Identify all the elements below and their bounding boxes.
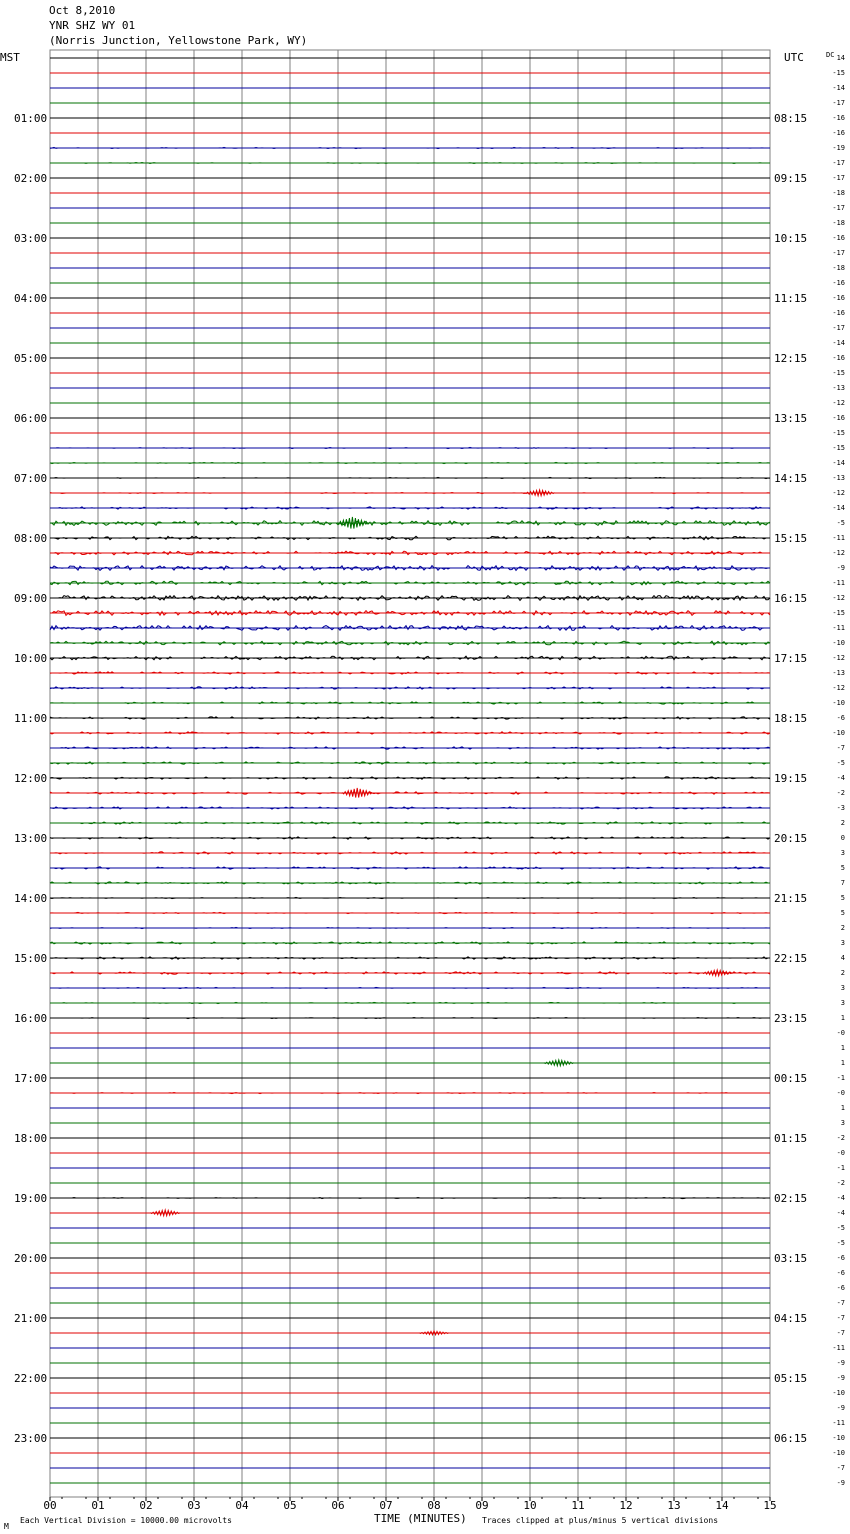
utc-axis-title: UTC bbox=[784, 51, 804, 64]
mst-hour-label: 10:00 bbox=[14, 652, 48, 665]
dc-offset-value: -19 bbox=[832, 144, 845, 152]
utc-hour-label: 15:15 bbox=[774, 532, 808, 545]
dc-offset-value: -17 bbox=[832, 249, 845, 257]
dc-offset-value: -2 bbox=[836, 1179, 845, 1187]
dc-offset-value: 1 bbox=[840, 1044, 845, 1052]
dc-offset-value: -16 bbox=[832, 234, 845, 242]
dc-offset-value: 7 bbox=[840, 879, 845, 887]
dc-offset-value: 3 bbox=[840, 984, 845, 992]
dc-offset-value: 2 bbox=[840, 819, 845, 827]
dc-offset-value: -3 bbox=[836, 804, 845, 812]
dc-offset-value: -13 bbox=[832, 669, 845, 677]
dc-offset-value: -11 bbox=[832, 624, 845, 632]
trace-noise bbox=[50, 1002, 770, 1003]
trace-noise bbox=[50, 837, 770, 839]
dc-offset-value: -2 bbox=[836, 1134, 845, 1142]
dc-offset-value: -5 bbox=[836, 1224, 845, 1232]
dc-offset-value: -0 bbox=[836, 1029, 845, 1037]
utc-hour-label: 17:15 bbox=[774, 652, 808, 665]
trace-noise bbox=[50, 747, 770, 749]
trace-noise bbox=[50, 777, 770, 779]
mst-hour-label: 08:00 bbox=[14, 532, 48, 545]
x-tick-label: 06 bbox=[331, 1499, 345, 1512]
dc-offset-value: -9 bbox=[836, 564, 845, 572]
trace-noise bbox=[50, 852, 770, 854]
dc-offset-value: -17 bbox=[832, 159, 845, 167]
dc-offset-value: -2 bbox=[836, 789, 845, 797]
dc-offset-value: -12 bbox=[832, 399, 845, 407]
dc-offset-value: -18 bbox=[832, 264, 845, 272]
dc-offset-value: -15 bbox=[832, 429, 845, 437]
dc-offset-value: -15 bbox=[832, 369, 845, 377]
station-code: YNR SHZ WY 01 bbox=[49, 19, 136, 32]
dc-offset-value: -16 bbox=[832, 309, 845, 317]
dc-offset-value: -17 bbox=[832, 174, 845, 182]
dc-offset-value: -16 bbox=[832, 354, 845, 362]
x-tick-label: 13 bbox=[667, 1499, 681, 1512]
trace-noise bbox=[50, 492, 770, 493]
dc-offset-value: -11 bbox=[832, 579, 845, 587]
dc-offset-value: 3 bbox=[840, 939, 845, 947]
utc-hour-label: 13:15 bbox=[774, 412, 808, 425]
mst-hour-label: 20:00 bbox=[14, 1252, 48, 1265]
mst-hour-label: 03:00 bbox=[14, 232, 48, 245]
mst-hour-label: 15:00 bbox=[14, 952, 48, 965]
dc-offset-value: -14 bbox=[832, 459, 845, 467]
dc-offset-value: 1 bbox=[840, 1014, 845, 1022]
dc-offset-value: -14 bbox=[832, 339, 845, 347]
station-location: (Norris Junction, Yellowstone Park, WY) bbox=[49, 34, 308, 47]
dc-offset-value: 1 bbox=[840, 1104, 845, 1112]
dc-offset-value: -0 bbox=[836, 1149, 845, 1157]
dc-offset-value: -11 bbox=[832, 1419, 845, 1427]
utc-hour-label: 22:15 bbox=[774, 952, 808, 965]
dc-offset-value: -13 bbox=[832, 474, 845, 482]
dc-offset-value: -17 bbox=[832, 324, 845, 332]
trace-noise bbox=[50, 882, 770, 884]
dc-offset-value: -5 bbox=[836, 1239, 845, 1247]
x-axis-label: TIME (MINUTES) bbox=[374, 1512, 467, 1525]
mst-hour-label: 22:00 bbox=[14, 1372, 48, 1385]
dc-offset-value: 3 bbox=[840, 1119, 845, 1127]
utc-hour-label: 23:15 bbox=[774, 1012, 808, 1025]
mst-hour-label: 21:00 bbox=[14, 1312, 48, 1325]
dc-offset-value: -6 bbox=[836, 1269, 845, 1277]
dc-offset-value: -9 bbox=[836, 1359, 845, 1367]
dc-offset-value: -12 bbox=[832, 684, 845, 692]
dc-offset-value: -4 bbox=[836, 774, 845, 782]
utc-hour-label: 10:15 bbox=[774, 232, 808, 245]
utc-hour-label: 02:15 bbox=[774, 1192, 808, 1205]
dc-offset-value: -16 bbox=[832, 129, 845, 137]
dc-offset-value: 14 bbox=[836, 54, 845, 62]
vertical-division-note: Each Vertical Division = 10000.00 microvolts bbox=[20, 1516, 232, 1525]
trace-noise bbox=[50, 672, 770, 674]
dc-offset-value: -4 bbox=[836, 1209, 845, 1217]
mst-axis-title: MST bbox=[0, 51, 20, 64]
trace-noise bbox=[50, 822, 770, 824]
x-tick-label: 08 bbox=[427, 1499, 441, 1512]
trace-noise bbox=[50, 1018, 770, 1019]
clipping-note: Traces clipped at plus/minus 5 vertical divisions bbox=[482, 1516, 719, 1525]
mst-hour-label: 01:00 bbox=[14, 112, 48, 125]
utc-hour-label: 08:15 bbox=[774, 112, 808, 125]
dc-offset-value: -7 bbox=[836, 1464, 845, 1472]
x-tick-label: 04 bbox=[235, 1499, 249, 1512]
utc-hour-label: 16:15 bbox=[774, 592, 808, 605]
dc-offset-value: -9 bbox=[836, 1374, 845, 1382]
dc-offset-value: 3 bbox=[840, 849, 845, 857]
mst-hour-label: 06:00 bbox=[14, 412, 48, 425]
dc-offset-value: -0 bbox=[836, 1089, 845, 1097]
dc-offset-value: 2 bbox=[840, 969, 845, 977]
dc-offset-value: -4 bbox=[836, 1194, 845, 1202]
mst-hour-label: 11:00 bbox=[14, 712, 48, 725]
x-tick-label: 05 bbox=[283, 1499, 297, 1512]
trace-noise bbox=[50, 581, 770, 585]
dc-offset-value: -18 bbox=[832, 219, 845, 227]
mst-hour-label: 19:00 bbox=[14, 1192, 48, 1205]
x-tick-label: 12 bbox=[619, 1499, 633, 1512]
utc-hour-label: 11:15 bbox=[774, 292, 808, 305]
utc-hour-label: 06:15 bbox=[774, 1432, 808, 1445]
x-tick-label: 09 bbox=[475, 1499, 489, 1512]
dc-offset-value: -14 bbox=[832, 504, 845, 512]
dc-offset-value: -18 bbox=[832, 189, 845, 197]
trace-noise bbox=[50, 551, 770, 555]
dc-offset-value: -7 bbox=[836, 1329, 845, 1337]
utc-hour-label: 04:15 bbox=[774, 1312, 808, 1325]
dc-offset-value: -10 bbox=[832, 1449, 845, 1457]
utc-hour-label: 05:15 bbox=[774, 1372, 808, 1385]
dc-offset-value: -7 bbox=[836, 744, 845, 752]
dc-offset-value: 5 bbox=[840, 909, 845, 917]
x-tick-label: 00 bbox=[43, 1499, 57, 1512]
dc-offset-value: -16 bbox=[832, 294, 845, 302]
dc-offset-value: 5 bbox=[840, 894, 845, 902]
dc-offset-value: 4 bbox=[840, 954, 845, 962]
x-tick-label: 07 bbox=[379, 1499, 393, 1512]
utc-hour-label: 20:15 bbox=[774, 832, 808, 845]
mst-hour-label: 09:00 bbox=[14, 592, 48, 605]
x-tick-label: 01 bbox=[91, 1499, 105, 1512]
dc-offset-value: -10 bbox=[832, 699, 845, 707]
trace-noise bbox=[50, 507, 770, 509]
dc-offset-value: -6 bbox=[836, 714, 845, 722]
trace-noise bbox=[50, 792, 770, 794]
mst-hour-label: 14:00 bbox=[14, 892, 48, 905]
dc-offset-value: 2 bbox=[840, 924, 845, 932]
dc-offset-value: -1 bbox=[836, 1074, 845, 1082]
x-tick-label: 14 bbox=[715, 1499, 729, 1512]
dc-offset-value: -7 bbox=[836, 1299, 845, 1307]
dc-offset-value: -17 bbox=[832, 99, 845, 107]
mst-hour-label: 07:00 bbox=[14, 472, 48, 485]
corner-mark: M bbox=[4, 1522, 9, 1531]
mst-hour-label: 18:00 bbox=[14, 1132, 48, 1145]
mst-hour-label: 12:00 bbox=[14, 772, 48, 785]
dc-offset-value: -12 bbox=[832, 489, 845, 497]
dc-offset-value: -13 bbox=[832, 384, 845, 392]
mst-hour-label: 13:00 bbox=[14, 832, 48, 845]
x-tick-label: 15 bbox=[763, 1499, 777, 1512]
dc-offset-value: -12 bbox=[832, 594, 845, 602]
trace-noise bbox=[50, 447, 770, 448]
utc-hour-label: 01:15 bbox=[774, 1132, 808, 1145]
dc-offset-value: -17 bbox=[832, 204, 845, 212]
plot-frame bbox=[50, 50, 770, 1497]
dc-offset-value: -15 bbox=[832, 444, 845, 452]
trace-noise bbox=[50, 1198, 770, 1199]
trace-noise bbox=[50, 1093, 770, 1094]
trace-noise bbox=[50, 912, 770, 913]
dc-offset-value: -1 bbox=[836, 1164, 845, 1172]
dc-offset-value: -10 bbox=[832, 729, 845, 737]
dc-offset-value: -6 bbox=[836, 1284, 845, 1292]
mst-hour-label: 05:00 bbox=[14, 352, 48, 365]
trace-noise bbox=[50, 477, 770, 478]
dc-offset-value: -12 bbox=[832, 549, 845, 557]
dc-offset-value: -16 bbox=[832, 414, 845, 422]
x-tick-label: 10 bbox=[523, 1499, 537, 1512]
x-tick-label: 03 bbox=[187, 1499, 201, 1512]
dc-offset-value: -9 bbox=[836, 1479, 845, 1487]
utc-hour-label: 14:15 bbox=[774, 472, 808, 485]
dc-offset-value: -5 bbox=[836, 759, 845, 767]
mst-hour-label: 23:00 bbox=[14, 1432, 48, 1445]
dc-offset-value: -15 bbox=[832, 69, 845, 77]
utc-hour-label: 09:15 bbox=[774, 172, 808, 185]
trace-noise bbox=[50, 147, 770, 148]
dc-offset-value: -11 bbox=[832, 1344, 845, 1352]
utc-hour-label: 03:15 bbox=[774, 1252, 808, 1265]
chart-date: Oct 8,2010 bbox=[49, 4, 116, 17]
utc-hour-label: 12:15 bbox=[774, 352, 808, 365]
dc-offset-value: 1 bbox=[840, 1059, 845, 1067]
dc-offset-value: -16 bbox=[832, 114, 845, 122]
mst-hour-label: 04:00 bbox=[14, 292, 48, 305]
dc-offset-value: -10 bbox=[832, 1389, 845, 1397]
dc-title: DC bbox=[826, 51, 835, 59]
dc-offset-value: -7 bbox=[836, 1314, 845, 1322]
dc-offset-value: 5 bbox=[840, 864, 845, 872]
x-tick-label: 02 bbox=[139, 1499, 153, 1512]
dc-offset-value: -15 bbox=[832, 609, 845, 617]
utc-hour-label: 00:15 bbox=[774, 1072, 808, 1085]
dc-offset-value: -12 bbox=[832, 654, 845, 662]
dc-offset-value: 3 bbox=[840, 999, 845, 1007]
mst-hour-label: 17:00 bbox=[14, 1072, 48, 1085]
dc-offset-value: -10 bbox=[832, 639, 845, 647]
x-tick-label: 11 bbox=[571, 1499, 585, 1512]
trace-noise bbox=[50, 717, 770, 719]
dc-offset-value: -16 bbox=[832, 279, 845, 287]
mst-hour-label: 02:00 bbox=[14, 172, 48, 185]
dc-offset-value: -10 bbox=[832, 1434, 845, 1442]
mst-hour-label: 16:00 bbox=[14, 1012, 48, 1025]
trace-noise bbox=[50, 987, 770, 988]
trace-noise bbox=[50, 972, 770, 974]
trace-noise bbox=[50, 641, 770, 645]
trace-noise bbox=[50, 897, 770, 898]
trace-noise bbox=[50, 762, 770, 764]
trace-noise bbox=[50, 163, 770, 164]
dc-offset-value: -6 bbox=[836, 1254, 845, 1262]
dc-offset-value: -11 bbox=[832, 534, 845, 542]
dc-offset-value: -14 bbox=[832, 84, 845, 92]
utc-hour-label: 18:15 bbox=[774, 712, 808, 725]
utc-hour-label: 21:15 bbox=[774, 892, 808, 905]
utc-hour-label: 19:15 bbox=[774, 772, 808, 785]
dc-offset-value: -9 bbox=[836, 1404, 845, 1412]
trace-noise bbox=[50, 732, 770, 734]
dc-offset-value: 0 bbox=[840, 834, 845, 842]
dc-offset-value: -5 bbox=[836, 519, 845, 527]
